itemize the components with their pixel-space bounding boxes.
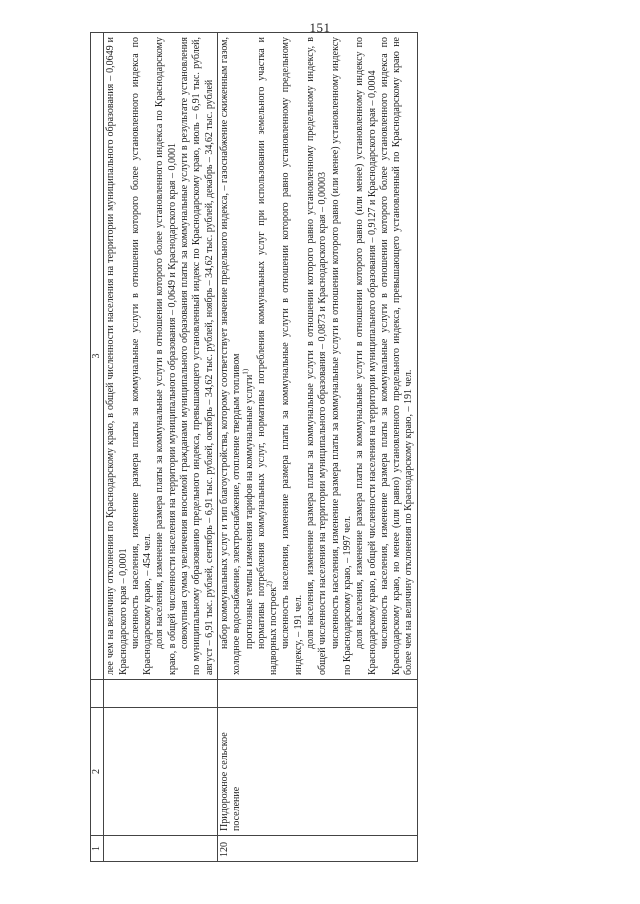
table-cell bbox=[217, 680, 417, 708]
paragraph: доля населения, изменение размера платы за коммунальные услуги в отношении которого равно установленному предельному индексу, в общей численности населения на территории муниципального образования – 0,0873 и Краснодарского края – 0,00003 bbox=[305, 37, 329, 675]
paragraph: численность населения, изменение размера платы за коммунальные услуги в отношении которого равно (или менее) установленному индексу по Краснодарскому краю, – 1997 чел. bbox=[329, 37, 353, 675]
paragraph: численность населения, изменение размера платы за коммунальные услуги в отношении которого равно установленному предельному индексу, – 191 чел. bbox=[280, 37, 304, 675]
column-name-header: 2 bbox=[91, 708, 104, 836]
table-row-continuation bbox=[104, 33, 218, 862]
paragraph: численность населения, изменение размера платы за коммунальные услуги в отношении которого более установленного индекса по Краснодарскому краю, но менее (или равно) установленного предельного индекса, превышающего установленный по Краснодарскому краю не более чем на величину отклонения по Краснодарскому краю, – 191 чел. bbox=[378, 37, 415, 675]
table-cell bbox=[104, 708, 218, 836]
municipal-index-table bbox=[90, 32, 418, 862]
paragraph: набор коммунальных услуг и тип благоустройства, которому соответствует значение предельного индекса, – газоснабжение сжиженным газом, холодное водоснабжение, электроснабжение, отопление твердым топливом bbox=[218, 37, 243, 675]
paragraph: совокупная сумма увеличения вносимой гражданами муниципального образования платы за коммунальные услуги в результате установления по муниципальному образованию предельного индекса, превышающего установленный индекс по Краснодарскому краю, июль – 6,91 тыс. рублей, август – 6,91 тыс. рублей, сентябрь – 6,91 тыс. рублей, октябрь – 34,62 тыс. рублей, ноябрь – 34,62 тыс. рублей, декабрь – 34,62 тыс. рублей bbox=[179, 37, 215, 675]
description-cell bbox=[217, 33, 417, 680]
paragraph: доля населения, изменение размера платы за коммунальные услуги в отношении которого равно (или менее) установленному индексу по Краснодарскому краю, в общей численности населения на территории муниципального образования – 0,9127 и Краснодарского края – 0,0004 bbox=[354, 37, 378, 675]
column-description-header: 3 bbox=[91, 33, 104, 680]
settlement-name: Придорожное сельское поселение bbox=[217, 708, 417, 836]
table-cell bbox=[104, 680, 218, 708]
table-row bbox=[217, 33, 417, 862]
column-narrow-header bbox=[91, 680, 104, 708]
footnote-mark: 1) bbox=[241, 368, 250, 375]
table-header-row bbox=[91, 33, 104, 862]
table-cell bbox=[104, 836, 218, 862]
paragraph: доля населения, изменение размера платы за коммунальные услуги в отношении которого более установленного индекса по Краснодарскому краю, в общей численности населения на территории муниципального образования – 0,0649 и Краснодарского края – 0,0001 bbox=[154, 37, 178, 675]
paragraph bbox=[256, 37, 281, 675]
paragraph bbox=[241, 37, 256, 675]
row-number: 120 bbox=[217, 836, 417, 862]
column-number-header: 1 bbox=[91, 836, 104, 862]
footnote-mark: 2) bbox=[265, 581, 274, 587]
paragraph: численность населения, изменение размера платы за коммунальные услуги в отношении которого более установленного индекса по Краснодарскому краю, – 454 чел. bbox=[129, 37, 154, 675]
paragraph-text: нормативы потребления коммунальных услуг, нормативы потребления коммунальных услуг при использовании земельного участка и надворных построек bbox=[255, 37, 280, 675]
continuation-cell bbox=[104, 33, 218, 680]
rotated-page-content bbox=[90, 32, 594, 862]
page-number: 151 bbox=[309, 20, 331, 35]
paragraph: лее чем на величину отклонения по Краснодарскому краю, в общей численности населения на территории муниципального образования – 0,0649 и Краснодарского края – 0,0001 bbox=[105, 37, 129, 675]
paragraph-text: прогнозные темпы изменения тарифов на коммунальные услуги bbox=[243, 374, 255, 649]
